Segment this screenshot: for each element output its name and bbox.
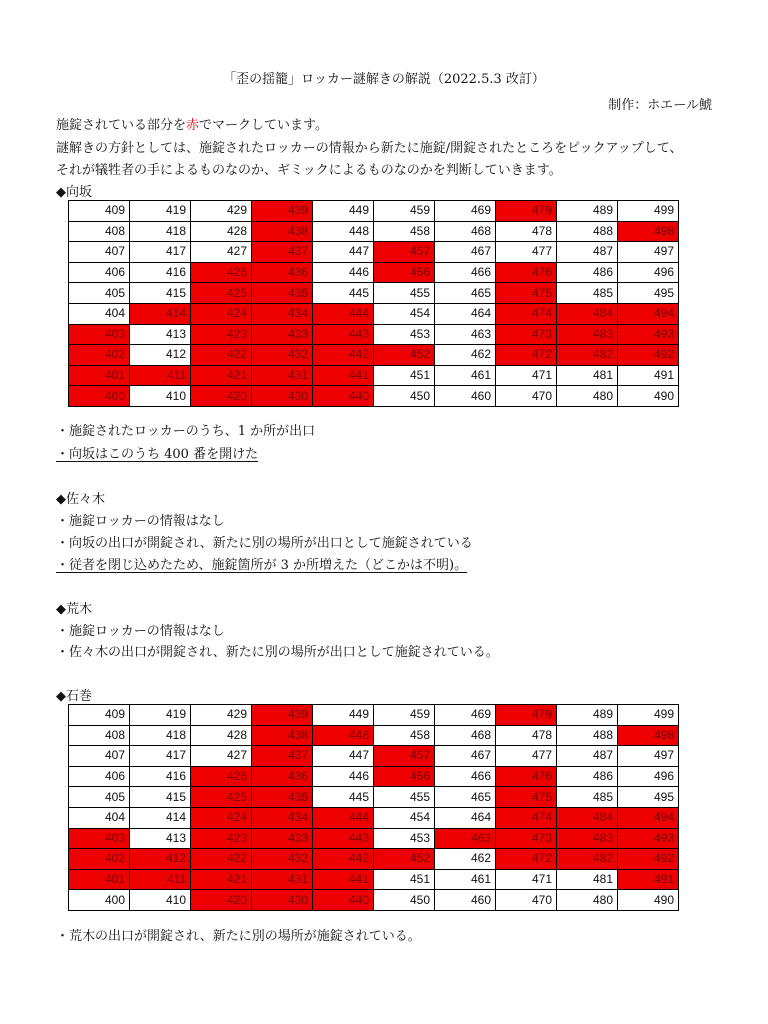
locker-cell: 400 (69, 386, 130, 407)
locker-cell: 451 (374, 365, 435, 386)
locker-cell: 414 (130, 303, 191, 324)
locker-cell: 489 (557, 705, 618, 726)
locker-cell: 487 (557, 242, 618, 263)
locker-cell: 449 (313, 705, 374, 726)
locker-cell: 474 (496, 303, 557, 324)
intro-text-red: 赤 (186, 118, 200, 133)
locker-cell: 437 (252, 242, 313, 263)
locker-cell: 429 (191, 201, 252, 222)
locker-cell: 461 (435, 365, 496, 386)
locker-row (69, 849, 679, 870)
locker-cell: 403 (69, 324, 130, 345)
locker-row (69, 262, 679, 283)
locker-cell: 477 (496, 746, 557, 767)
note-araki-2: ・佐々木の出口が開錠され、新たに別の場所が出口として施錠されている。 (56, 645, 499, 660)
locker-cell: 407 (69, 746, 130, 767)
locker-cell: 492 (618, 849, 679, 870)
locker-cell: 496 (618, 766, 679, 787)
locker-cell: 450 (374, 386, 435, 407)
locker-cell: 427 (191, 242, 252, 263)
locker-cell: 463 (435, 828, 496, 849)
locker-cell: 429 (191, 705, 252, 726)
locker-cell: 448 (313, 221, 374, 242)
locker-cell: 474 (496, 807, 557, 828)
locker-cell: 407 (69, 242, 130, 263)
locker-cell: 411 (130, 365, 191, 386)
locker-cell: 481 (557, 869, 618, 890)
locker-cell: 425 (191, 787, 252, 808)
locker-cell: 418 (130, 725, 191, 746)
locker-cell: 442 (313, 345, 374, 366)
locker-cell: 499 (618, 705, 679, 726)
locker-cell: 467 (435, 242, 496, 263)
locker-cell: 467 (435, 746, 496, 767)
locker-cell: 482 (557, 345, 618, 366)
locker-cell: 404 (69, 807, 130, 828)
locker-cell: 459 (374, 705, 435, 726)
intro-line-2: 謎解きの方針としては、施錠されたロッカーの情報から新たに施錠/開錠されたところをピックアップして、 (56, 141, 683, 156)
locker-cell: 441 (313, 869, 374, 890)
intro-text-post: でマークしています。 (199, 118, 328, 133)
note-mukaisaka-2 (56, 443, 258, 462)
locker-cell: 402 (69, 849, 130, 870)
locker-cell: 406 (69, 766, 130, 787)
locker-row (69, 242, 679, 263)
locker-cell: 405 (69, 283, 130, 304)
author-credit: 制作：ホエール鯱 (608, 98, 712, 113)
locker-cell: 405 (69, 787, 130, 808)
locker-cell: 441 (313, 365, 374, 386)
locker-cell: 488 (557, 221, 618, 242)
section-heading-ishimaki: ◆石巻 (56, 689, 92, 704)
locker-row (69, 705, 679, 726)
locker-cell: 430 (252, 386, 313, 407)
locker-cell: 471 (496, 365, 557, 386)
section-heading-araki: ◆荒木 (56, 602, 92, 617)
locker-cell: 422 (191, 345, 252, 366)
locker-cell: 466 (435, 766, 496, 787)
note-mukaisaka-2-text: ・向坂はこのうち 400 番を開けた (56, 447, 259, 462)
intro-line-3: それが犠牲者の手によるものなのか、ギミックによるものなのかを判断していきます。 (56, 163, 562, 178)
locker-cell: 409 (69, 201, 130, 222)
locker-cell: 479 (496, 201, 557, 222)
note-araki-1: ・施錠ロッカーの情報はなし (56, 624, 225, 639)
locker-cell: 464 (435, 303, 496, 324)
locker-cell: 400 (69, 890, 130, 911)
locker-cell: 443 (313, 828, 374, 849)
locker-cell: 430 (252, 890, 313, 911)
locker-cell: 443 (313, 324, 374, 345)
locker-cell: 460 (435, 386, 496, 407)
section-heading-sasaki: ◆佐々木 (56, 492, 105, 507)
locker-row (69, 787, 679, 808)
locker-cell: 494 (618, 303, 679, 324)
locker-row (69, 890, 679, 911)
locker-cell: 424 (191, 303, 252, 324)
locker-cell: 420 (191, 890, 252, 911)
locker-cell: 445 (313, 787, 374, 808)
locker-row (69, 828, 679, 849)
locker-cell: 478 (496, 221, 557, 242)
locker-row (69, 345, 679, 366)
locker-cell: 401 (69, 869, 130, 890)
locker-cell: 478 (496, 725, 557, 746)
locker-cell: 493 (618, 324, 679, 345)
locker-cell: 451 (374, 869, 435, 890)
note-sasaki-2: ・向坂の出口が開錠され、新たに別の場所が出口として施錠されている (56, 536, 473, 551)
locker-cell: 420 (191, 386, 252, 407)
locker-cell: 419 (130, 705, 191, 726)
locker-cell: 468 (435, 221, 496, 242)
locker-cell: 436 (252, 262, 313, 283)
locker-cell: 465 (435, 787, 496, 808)
locker-cell: 487 (557, 746, 618, 767)
locker-cell: 482 (557, 849, 618, 870)
locker-row (69, 386, 679, 407)
locker-cell: 401 (69, 365, 130, 386)
note-sasaki-1: ・施錠ロッカーの情報はなし (56, 514, 225, 529)
page-title: 「歪の揺籠」ロッカー謎解きの解説（2022.5.3 改訂） (223, 72, 545, 87)
locker-cell: 471 (496, 869, 557, 890)
locker-cell: 415 (130, 787, 191, 808)
locker-cell: 434 (252, 807, 313, 828)
locker-cell: 450 (374, 890, 435, 911)
locker-cell: 448 (313, 725, 374, 746)
locker-cell: 433 (252, 324, 313, 345)
locker-cell: 417 (130, 242, 191, 263)
locker-cell: 462 (435, 345, 496, 366)
locker-cell: 434 (252, 303, 313, 324)
locker-cell: 413 (130, 828, 191, 849)
locker-cell: 439 (252, 201, 313, 222)
locker-cell: 409 (69, 705, 130, 726)
locker-cell: 492 (618, 345, 679, 366)
locker-cell: 412 (130, 345, 191, 366)
locker-cell: 476 (496, 766, 557, 787)
note-mukaisaka-1: ・施錠されたロッカーのうち、1 か所が出口 (56, 424, 316, 439)
note-sasaki-3 (56, 554, 467, 573)
section-heading-mukaisaka: ◆向坂 (56, 185, 92, 200)
locker-cell: 433 (252, 828, 313, 849)
locker-cell: 416 (130, 766, 191, 787)
locker-cell: 486 (557, 766, 618, 787)
locker-cell: 463 (435, 324, 496, 345)
locker-cell: 457 (374, 242, 435, 263)
intro-line-1 (56, 114, 328, 133)
locker-cell: 456 (374, 262, 435, 283)
locker-cell: 485 (557, 283, 618, 304)
locker-cell: 452 (374, 345, 435, 366)
locker-cell: 499 (618, 201, 679, 222)
locker-cell: 438 (252, 221, 313, 242)
locker-cell: 458 (374, 725, 435, 746)
locker-cell: 466 (435, 262, 496, 283)
locker-cell: 428 (191, 221, 252, 242)
locker-row (69, 746, 679, 767)
locker-cell: 486 (557, 262, 618, 283)
locker-cell: 497 (618, 746, 679, 767)
locker-cell: 412 (130, 849, 191, 870)
locker-cell: 460 (435, 890, 496, 911)
locker-cell: 427 (191, 746, 252, 767)
locker-cell: 440 (313, 386, 374, 407)
locker-cell: 426 (191, 766, 252, 787)
locker-cell: 485 (557, 787, 618, 808)
locker-cell: 446 (313, 766, 374, 787)
locker-cell: 435 (252, 787, 313, 808)
intro-text-pre: 施錠されている部分を (56, 118, 187, 133)
locker-cell: 432 (252, 849, 313, 870)
locker-cell: 408 (69, 725, 130, 746)
locker-cell: 483 (557, 324, 618, 345)
locker-cell: 457 (374, 746, 435, 767)
locker-cell: 411 (130, 869, 191, 890)
locker-cell: 438 (252, 725, 313, 746)
locker-cell: 484 (557, 303, 618, 324)
locker-cell: 406 (69, 262, 130, 283)
locker-cell: 432 (252, 345, 313, 366)
locker-cell: 476 (496, 262, 557, 283)
locker-cell: 437 (252, 746, 313, 767)
locker-cell: 473 (496, 324, 557, 345)
locker-cell: 404 (69, 303, 130, 324)
locker-cell: 484 (557, 807, 618, 828)
locker-cell: 488 (557, 725, 618, 746)
locker-cell: 421 (191, 869, 252, 890)
locker-row (69, 869, 679, 890)
locker-cell: 424 (191, 807, 252, 828)
locker-cell: 415 (130, 283, 191, 304)
locker-cell: 410 (130, 386, 191, 407)
locker-cell: 494 (618, 807, 679, 828)
locker-cell: 458 (374, 221, 435, 242)
locker-cell: 445 (313, 283, 374, 304)
locker-cell: 480 (557, 386, 618, 407)
locker-cell: 473 (496, 828, 557, 849)
locker-cell: 444 (313, 303, 374, 324)
locker-cell: 489 (557, 201, 618, 222)
locker-cell: 479 (496, 705, 557, 726)
locker-cell: 456 (374, 766, 435, 787)
locker-cell: 465 (435, 283, 496, 304)
locker-cell: 423 (191, 324, 252, 345)
locker-cell: 444 (313, 807, 374, 828)
locker-cell: 425 (191, 283, 252, 304)
locker-cell: 414 (130, 807, 191, 828)
locker-row (69, 221, 679, 242)
locker-cell: 469 (435, 201, 496, 222)
locker-cell: 461 (435, 869, 496, 890)
locker-cell: 475 (496, 787, 557, 808)
locker-row (69, 365, 679, 386)
locker-cell: 496 (618, 262, 679, 283)
locker-cell: 419 (130, 201, 191, 222)
locker-cell: 472 (496, 849, 557, 870)
locker-cell: 447 (313, 242, 374, 263)
locker-cell: 417 (130, 746, 191, 767)
note-sasaki-3-text: ・従者を閉じ込めたため、施錠箇所が 3 か所増えた（どこかは不明)。 (56, 558, 468, 573)
locker-row (69, 201, 679, 222)
locker-cell: 490 (618, 890, 679, 911)
locker-table-ishimaki (68, 704, 679, 911)
locker-row (69, 725, 679, 746)
locker-cell: 468 (435, 725, 496, 746)
locker-cell: 436 (252, 766, 313, 787)
locker-table-mukaisaka (68, 200, 679, 407)
locker-row (69, 283, 679, 304)
locker-cell: 470 (496, 386, 557, 407)
locker-cell: 495 (618, 787, 679, 808)
locker-row (69, 324, 679, 345)
locker-cell: 455 (374, 283, 435, 304)
locker-cell: 469 (435, 705, 496, 726)
locker-cell: 454 (374, 807, 435, 828)
locker-cell: 498 (618, 725, 679, 746)
locker-cell: 495 (618, 283, 679, 304)
locker-cell: 452 (374, 849, 435, 870)
locker-cell: 410 (130, 890, 191, 911)
locker-cell: 426 (191, 262, 252, 283)
locker-cell: 493 (618, 828, 679, 849)
locker-cell: 490 (618, 386, 679, 407)
locker-cell: 431 (252, 365, 313, 386)
locker-cell: 459 (374, 201, 435, 222)
locker-cell: 418 (130, 221, 191, 242)
locker-cell: 454 (374, 303, 435, 324)
locker-cell: 455 (374, 787, 435, 808)
note-ishimaki-1: ・荒木の出口が開錠され、新たに別の場所が施錠されている。 (56, 929, 421, 944)
locker-cell: 449 (313, 201, 374, 222)
locker-cell: 439 (252, 705, 313, 726)
locker-cell: 403 (69, 828, 130, 849)
locker-cell: 422 (191, 849, 252, 870)
locker-cell: 497 (618, 242, 679, 263)
locker-cell: 491 (618, 869, 679, 890)
locker-cell: 421 (191, 365, 252, 386)
locker-cell: 491 (618, 365, 679, 386)
locker-cell: 498 (618, 221, 679, 242)
locker-cell: 402 (69, 345, 130, 366)
locker-cell: 423 (191, 828, 252, 849)
locker-cell: 447 (313, 746, 374, 767)
locker-cell: 413 (130, 324, 191, 345)
locker-cell: 483 (557, 828, 618, 849)
locker-row (69, 807, 679, 828)
locker-cell: 416 (130, 262, 191, 283)
locker-cell: 442 (313, 849, 374, 870)
locker-cell: 462 (435, 849, 496, 870)
locker-cell: 435 (252, 283, 313, 304)
locker-cell: 480 (557, 890, 618, 911)
locker-cell: 446 (313, 262, 374, 283)
locker-row (69, 303, 679, 324)
locker-cell: 481 (557, 365, 618, 386)
locker-cell: 440 (313, 890, 374, 911)
locker-cell: 428 (191, 725, 252, 746)
locker-cell: 472 (496, 345, 557, 366)
locker-cell: 464 (435, 807, 496, 828)
locker-row (69, 766, 679, 787)
locker-cell: 453 (374, 828, 435, 849)
locker-cell: 470 (496, 890, 557, 911)
locker-cell: 453 (374, 324, 435, 345)
locker-cell: 475 (496, 283, 557, 304)
locker-cell: 408 (69, 221, 130, 242)
locker-cell: 477 (496, 242, 557, 263)
locker-cell: 431 (252, 869, 313, 890)
